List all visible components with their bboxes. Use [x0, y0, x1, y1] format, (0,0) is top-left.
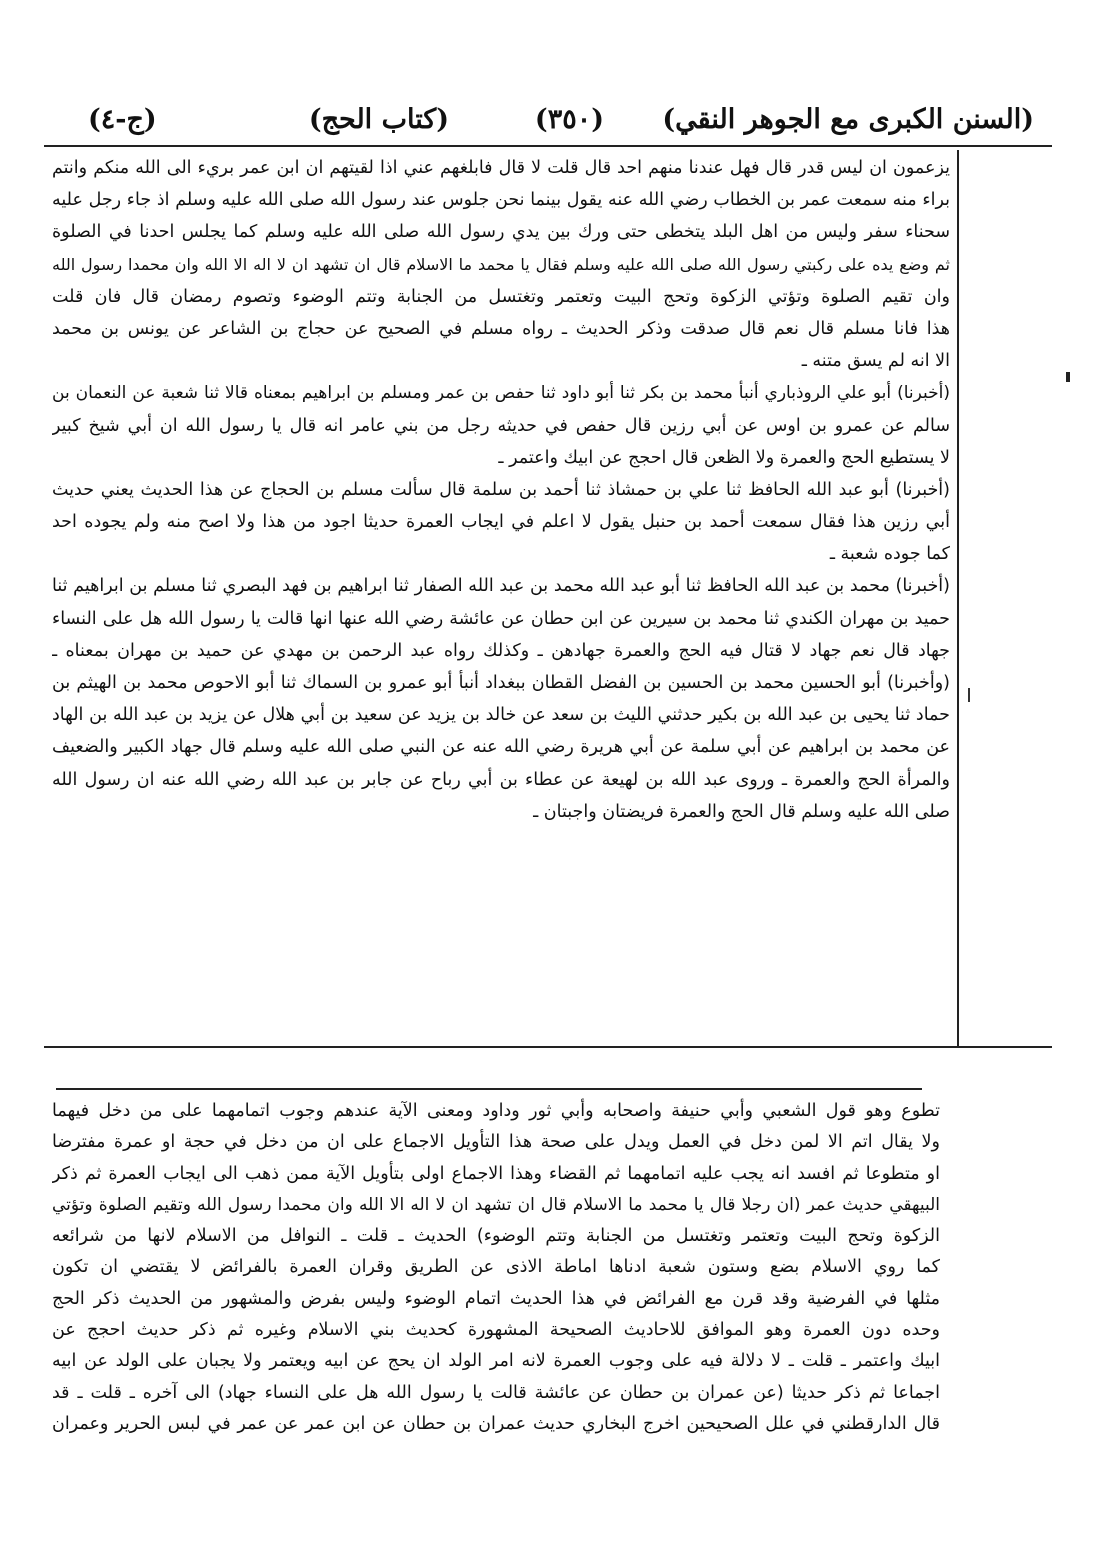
margin-mark	[1066, 372, 1070, 382]
footnote-line: او متطوعا ثم افسد انه يجب عليه اتمامهما ثم القضاء وهذا الاجماع اولى بتأويل الآية ممن ذهب الى ايجاب العمرة ثم ذكر	[52, 1163, 940, 1184]
column-border-line	[957, 150, 959, 1046]
section-divider	[44, 1046, 1052, 1048]
volume-label: (ج-٤)	[88, 104, 157, 135]
footnote-line: الزكوة وتحج البيت وتعتمر وتغتسل من الجنابة وتتم الوضوء) الحديث ـ قلت ـ النوافل من الاسلام لانها من شرائعه	[52, 1226, 940, 1247]
footnote-line: مثلها في الفرضية وقد قرن مع الفرائض في هذا الحديث اتمام الوضوء وليس بفرض والمشهور من الحديث ذكر الحج	[52, 1288, 940, 1309]
text-line: أبي رزين هذا فقال سمعت أحمد بن حنبل يقول لا اعلم في ايجاب العمرة حديثا اجود من هذا ولا اصح منه ولم يجوده احد	[52, 512, 950, 533]
header-title: (السنن الكبرى مع الجوهر النقي)	[662, 104, 1034, 135]
footnote-line: كما روي الاسلام بضع وستون شعبة ادناها اماطة الاذى عن الطريق وقران العمرة بالفرائض لا يقتضي ان تكون	[52, 1257, 940, 1278]
footnote-line: تطوع وهو قول الشعبي وأبي حنيفة واصحابه وأبي ثور وداود ومعنى الآية عندهم وجوب اتمامهما على من دخل فيهما	[52, 1101, 940, 1121]
text-line: ثم وضع يده على ركبتي رسول الله صلى الله عليه وسلم فقال يا محمد ما الاسلام قال ان تشهد ان لا اله الا الله وان محمدا رسول الله	[52, 254, 950, 274]
text-line: كما جوده شعبة ـ	[829, 544, 950, 565]
page-number: (٣٥٠)	[534, 104, 604, 135]
text-line: (أخبرنا) أبو علي الروذباري أنبأ محمد بن بكر ثنا أبو داود ثنا حفص بن عمر ومسلم بن ابراهيم بمعناه قالا ثنا شعبة عن النعمان بن	[52, 383, 950, 404]
main-text-body	[52, 152, 950, 828]
text-line: هذا فانا مسلم قال نعم قال صدقت وذكر الحديث ـ رواه مسلم في الصحيح عن حجاج بن الشاعر عن يونس بن محمد	[52, 318, 950, 339]
book-title: (كتاب الحج)	[308, 104, 449, 135]
text-line: حماد ثنا يحيى بن عبد الله بن بكير حدثني الليث بن سعد عن خالد بن يزيد عن سعيد بن أبي هلال عن يزيد بن عبد الله بن الهاد	[52, 705, 950, 726]
footnote-line: ولا يقال اتم الا لمن دخل في العمل ويدل على صحة هذا التأويل الاجماع على ان من دخل في حجة او عمرة مفترضا	[52, 1132, 940, 1153]
text-line: حميد بن مهران الكندي ثنا محمد بن سيرين عن ابن حطان عن عائشة رضي الله عنها انها قالت يا رسول الله هل على النساء	[52, 608, 950, 629]
text-line: جهاد قال نعم جهاد لا قتال فيه الحج والعمرة جهادهن ـ وكذلك رواه عبد الرحمن بن مهدي عن حميد بن مهران بمعناه ـ	[52, 640, 950, 661]
text-line: (أخبرنا) محمد بن عبد الله الحافظ ثنا أبو عبد الله محمد بن عبد الله الصفار ثنا ابراهيم بن فهد البصري ثنا مسلم بن ابراهيم ثنا	[52, 576, 950, 597]
text-line: (أخبرنا) أبو عبد الله الحافظ ثنا علي بن حمشاذ ثنا أحمد بن سلمة قال سألت مسلم بن الحجاج عن هذا الحديث يعني حديث	[52, 479, 950, 500]
margin-tick-mark	[968, 688, 970, 702]
text-line: والمرأة الحج والعمرة ـ وروى عبد الله بن لهيعة عن عطاء بن أبي رباح عن جابر بن عبد الله رضي الله عنه ان رسول الله	[52, 769, 950, 790]
footnote-commentary	[52, 1096, 940, 1440]
text-line: (وأخبرنا) أبو الحسين محمد بن الحسين بن الفضل القطان ببغداد أنبأ أبو عمرو بن السماك ثنا أبو الاحوص محمد بن الهيثم بن	[52, 673, 950, 693]
text-line: براء منه سمعت عمر بن الخطاب رضي الله عنه يقول بينما نحن جلوس عند رسول الله صلى الله عليه وسلم اذ جاء رجل عليه	[52, 190, 950, 211]
text-line: عن محمد بن ابراهيم عن أبي سلمة عن أبي هريرة رضي الله عنه عن النبي صلى الله عليه وسلم قال جهاد الكبير والضعيف	[52, 737, 950, 758]
footnote-line: وحده دون العمرة وهو الموافق للاحاديث الصحيحة المشهورة كحديث بني الاسلام وغيره ثم ذكر حديث احجج عن	[52, 1320, 940, 1341]
text-line: سحناء سفر وليس من اهل البلد يتخطى حتى ورك بين يدي رسول الله صلى الله عليه وسلم كما يجلس احدنا في الصلوة	[52, 222, 950, 243]
footnote-rule	[56, 1088, 922, 1090]
text-line: صلى الله عليه وسلم قال الحج والعمرة فريضتان واجبتان ـ	[533, 801, 950, 822]
running-header	[70, 100, 1034, 140]
footnote-line: البيهقي حديث عمر (ان رجلا قال يا محمد ما الاسلام قال ان تشهد ان لا اله الا الله وان محمدا رسول الله وتقيم الصلوة وتؤتي	[52, 1194, 940, 1215]
footnote-line: قال الدارقطني في علل الصحيحين اخرج البخاري حديث عمران بن حطان عن ابن عمر عن عمر في لبس الحرير وعمران	[52, 1413, 940, 1434]
footnote-line: اجماعا ثم ذكر حديثا (عن عمران بن حطان عن عائشة قالت يا رسول الله هل على النساء جهاد) الى آخره ـ قلت ـ قد	[52, 1382, 940, 1403]
text-line: الا انه لم يسق متنه ـ	[801, 351, 950, 372]
footnote-line: ابيك واعتمر ـ قلت ـ لا دلالة فيه على وجوب العمرة لانه امر الولد ان يحج عن ابيه ويعتمر ولا يجبان على الولد عن ابيه	[52, 1351, 940, 1372]
text-line: يزعمون ان ليس قدر قال فهل عندنا منهم احد قال قلت لا قال فابلغهم عني اذا لقيتهم ان ابن عمر بريء الى الله منكم وانتم	[52, 158, 950, 178]
header-rule	[44, 145, 1052, 147]
text-line: وان تقيم الصلوة وتؤتي الزكوة وتحج البيت وتعتمر وتغتسل من الجنابة وتتم الوضوء وتصوم رمضان قال فان قلت	[52, 286, 950, 307]
text-line: لا يستطيع الحج والعمرة ولا الظعن قال احجج عن ابيك واعتمر ـ	[498, 447, 950, 468]
text-line: سالم عن عمرو بن اوس عن أبي رزين قال حفص في حديثه رجل من بني عامر انه قال يا رسول الله ان أبي شيخ كبير	[52, 415, 950, 436]
